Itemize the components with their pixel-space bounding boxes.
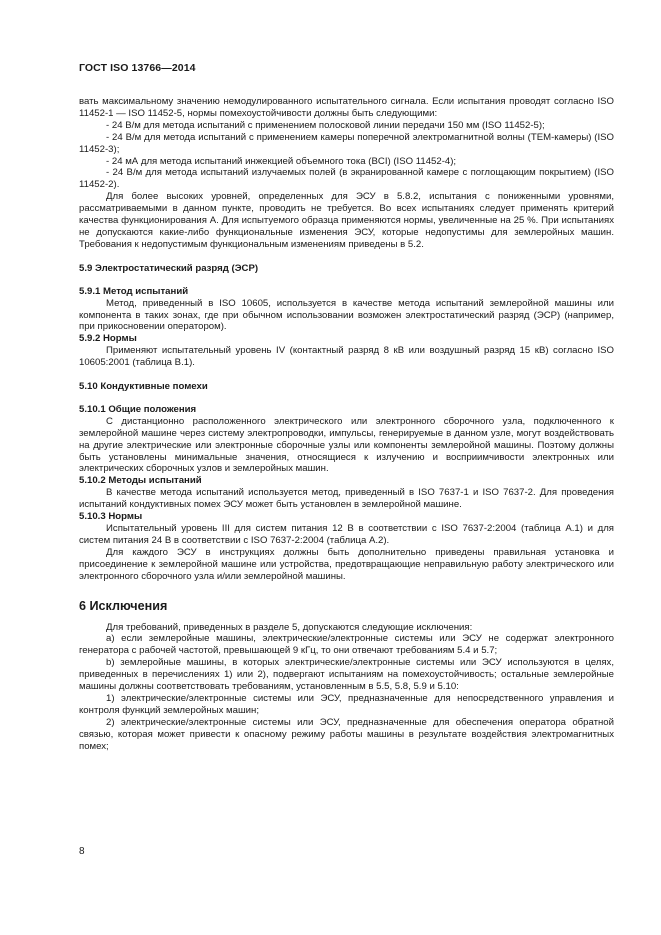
page-number: 8	[79, 846, 85, 857]
paragraph: 2) электрические/электронные системы или ЭСУ, предназначенные для обеспечения оператора обратной связью, которая может привести к опасному режиму работы машины в результате воздействия электромагнитных помех;	[79, 716, 614, 752]
paragraph: В качестве метода испытаний используется метод, приведенный в ISO 7637-1 и ISO 7637-2. Для проведения испытаний кондуктивных помех ЭСУ может быть установлен в землеройной машине.	[79, 487, 614, 511]
paragraph: Для требований, приведенных в разделе 5, допускаются следующие исключения:	[106, 621, 473, 633]
paragraph: Для более высоких уровней, определенных для ЭСУ в 5.8.2, испытания с пониженными уровнями, рассматриваемыми в данном пункте, проводить не требуется. Во всех испытаниях следует применять критерий качества функционирования А. Для испытуемого образца применяются нормы, увеличенные на 25 %. При испытаниях не допускаются какие-либо функциональные изменения ЭСУ, которые недопустимы для землеройных машин. Требования к недопустимым функциональным изменениям приведены в 5.2.	[79, 191, 614, 250]
paragraph: Метод, приведенный в ISO 10605, используется в качестве метода испытаний землеройной машины или компонента в таких зонах, где при обычном использовании возможен электростатический разряд (ЭСР) (например, при прикосновении оператором).	[79, 297, 614, 333]
paragraph: - 24 В/м для метода испытаний излучаемых полей (в экранированной камере с поглощающим покрытием) (ISO 11452-2).	[79, 167, 614, 191]
paragraph: Для каждого ЭСУ в инструкциях должны быть дополнительно приведены правильная установка и присоединение к землеройной машине или устройства, предотвращающие неправильную работу электрического или электронного сборочного узла и/или землеройной машины.	[79, 546, 614, 582]
subsection-heading: 5.9.1 Метод испытаний	[79, 285, 189, 297]
document-body	[79, 96, 614, 753]
running-header: ГОСТ ISO 13766—2014	[79, 62, 196, 74]
subsection-heading: 5.9.2 Нормы	[79, 333, 137, 345]
subsection-heading: 5.10.1 Общие положения	[79, 403, 197, 415]
subsection-heading: 5.9 Электростатический разряд (ЭСР)	[79, 262, 259, 274]
paragraph: 1) электрические/электронные системы или ЭСУ, предназначенные для непосредственного управления и контроля функций землеройных машин;	[79, 692, 614, 716]
paragraph: С дистанционно расположенного электрического или электронного сборочного узла, подключенного к землеройной машине через систему электропроводки, импульсы, генерируемые в данном узле, могут воздействовать на другие электрические или электронные сборочные узлы или компоненты землеройной машины. Поэтому должны быть установлены минимальные значения, относящиеся к излучению и восприимчивости электронных или электрических сборочных узлов и землеройных машин.	[79, 415, 614, 475]
paragraph: - 24 В/м для метода испытаний с применением полосковой линии передачи 150 мм (ISO 11452-5);	[106, 119, 545, 131]
paragraph: Применяют испытательный уровень IV (контактный разряд 8 кВ или воздушный разряд 15 кВ) согласно ISO 10605:2001 (таблица В.1).	[79, 345, 614, 369]
subsection-heading: 5.10 Кондуктивные помехи	[79, 381, 208, 393]
paragraph: - 24 В/м для метода испытаний с применением камеры поперечной электромагнитной волны (ТЕМ-камеры) (ISO 11452-3);	[79, 131, 614, 155]
paragraph: - 24 мА для метода испытаний инжекцией объемного тока (BCI) (ISO 11452-4);	[106, 155, 457, 167]
subsection-heading: 5.10.3 Нормы	[79, 511, 143, 523]
paragraph: a) если землеройные машины, электрические/электронные системы или ЭСУ не содержат электронного генератора с рабочей частотой, превышающей 9 кГц, то они отвечают требованиям 5.4 и 5.7;	[79, 633, 614, 657]
subsection-heading: 5.10.2 Методы испытаний	[79, 475, 202, 487]
section-heading: 6 Исключения	[79, 598, 168, 613]
paragraph: b) землеройные машины, в которых электрические/электронные системы или ЭСУ используются в целях, приведенных в перечислениях 1) или 2), подвергают испытаниям на помехоустойчивость; остальные землеройные машины должны соответствовать требованиям, установленным в 5.5, 5.8, 5.9 и 5.10:	[79, 657, 614, 693]
paragraph: вать максимальному значению немодулированного испытательного сигнала. Если испытания проводят согласно ISO 11452-1 — ISO 11452-5, нормы помехоустойчивости должны быть следующими:	[79, 96, 614, 119]
paragraph: Испытательный уровень III для систем питания 12 В в соответствии с ISO 7637-2:2004 (таблица А.1) и для систем питания 24 В в соответствии с ISO 7637-2:2004 (таблица А.2).	[79, 523, 614, 546]
